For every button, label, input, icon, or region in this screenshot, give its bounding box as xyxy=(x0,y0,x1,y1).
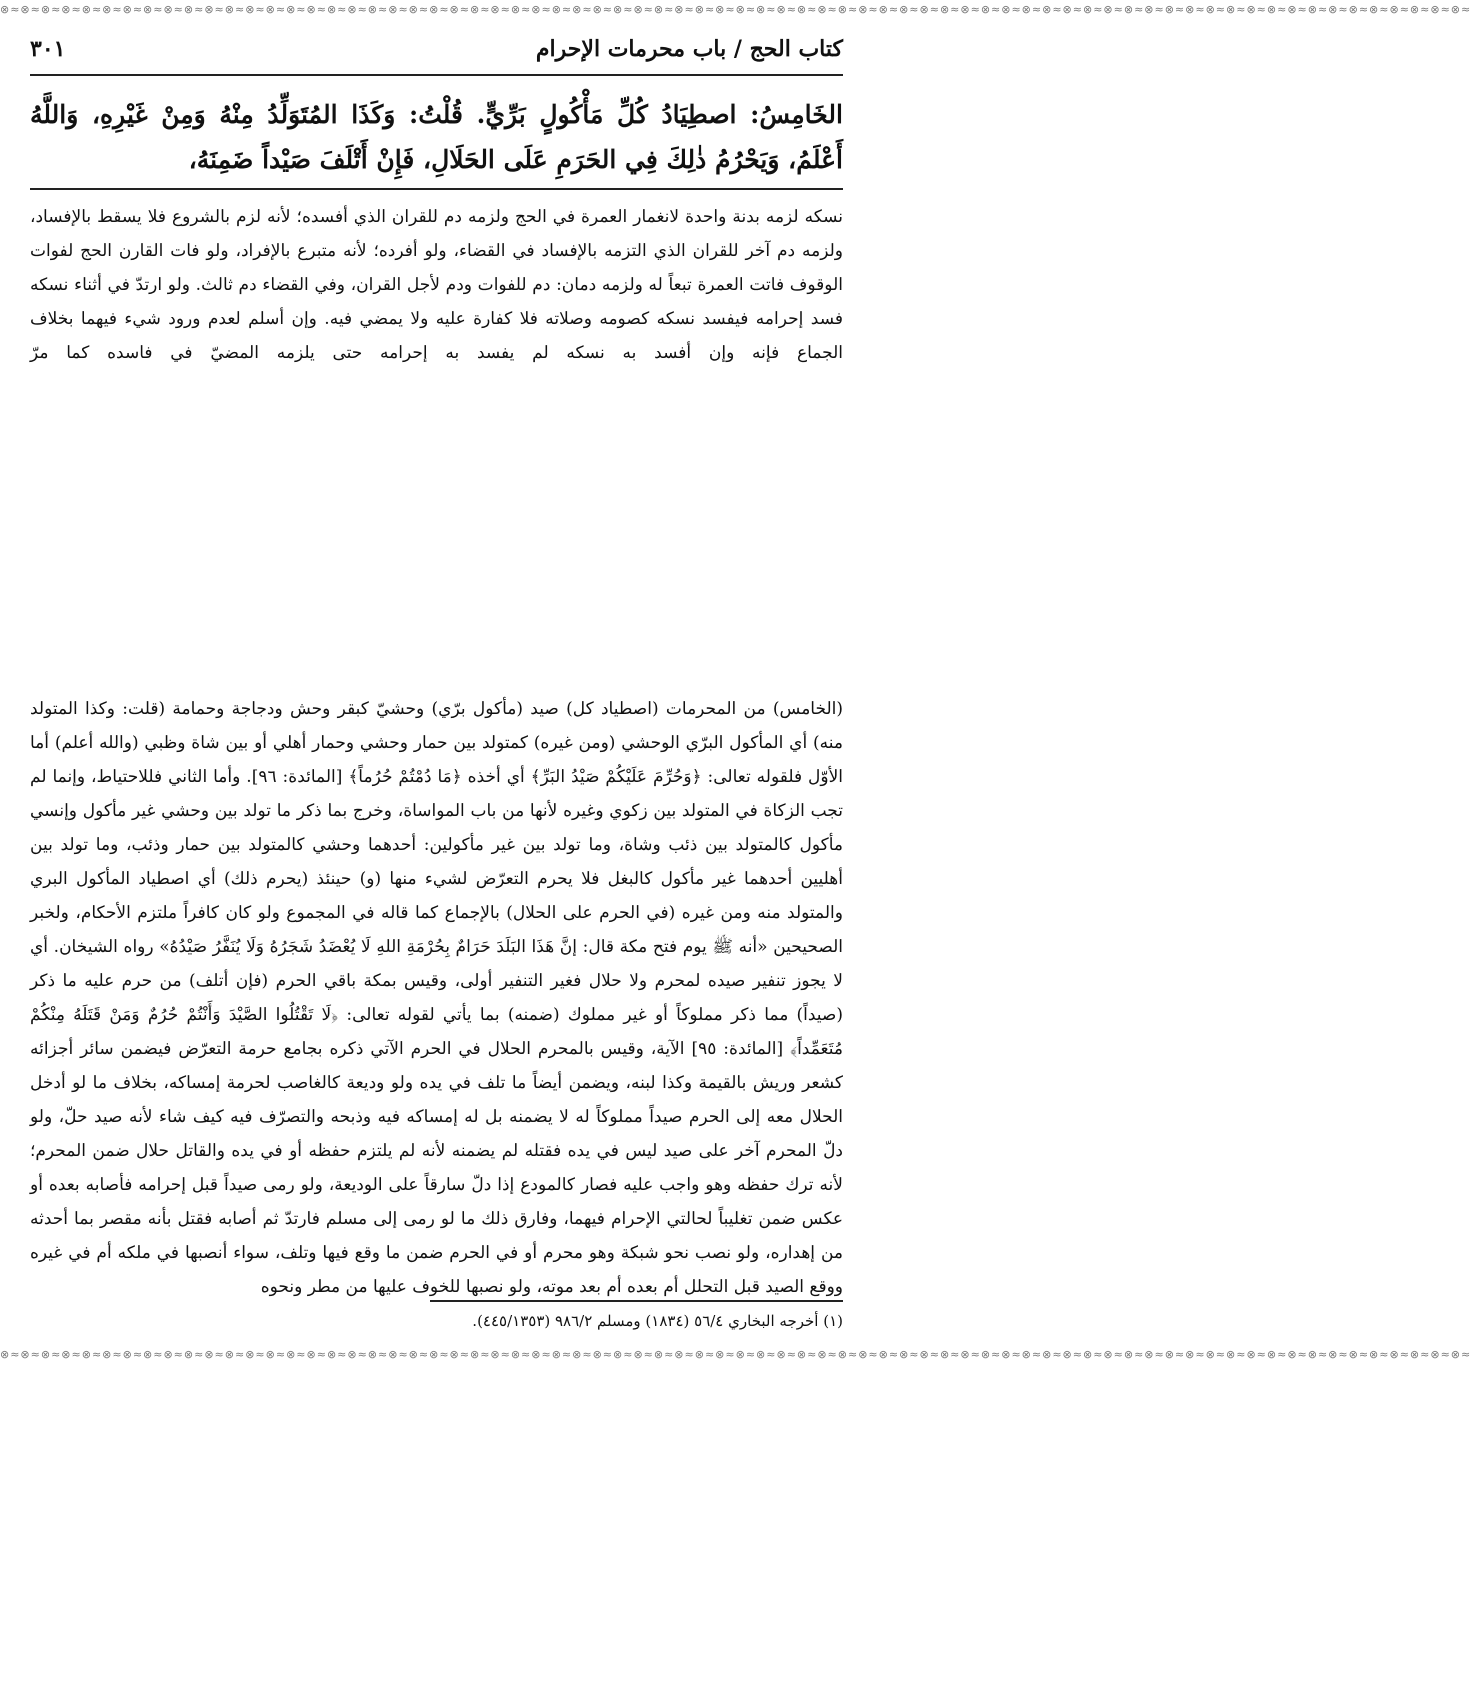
page-number: ٣٠١ xyxy=(30,36,66,62)
footnote: (١) أخرجه البخاري ٥٦/٤ (١٨٣٤) ومسلم ٩٨٦/٢ (٤٤٥/١٣٥٣). xyxy=(472,1312,843,1330)
top-ornament-border: ⊗≈⊗≈⊗≈⊗≈⊗≈⊗≈⊗≈⊗≈⊗≈⊗≈⊗≈⊗≈⊗≈⊗≈⊗≈⊗≈⊗≈⊗≈⊗≈⊗≈⊗≈⊗≈⊗≈⊗≈⊗≈⊗≈⊗≈⊗≈⊗≈⊗≈⊗≈⊗≈⊗≈⊗≈⊗≈⊗≈⊗≈⊗≈⊗≈⊗≈⊗≈⊗≈⊗≈⊗≈⊗≈⊗≈⊗≈⊗≈⊗≈⊗≈⊗≈⊗≈⊗≈⊗≈⊗≈⊗≈⊗≈⊗≈⊗≈⊗≈⊗≈⊗≈⊗≈⊗≈⊗≈⊗≈⊗≈⊗≈⊗≈⊗≈⊗≈⊗≈ xyxy=(0,3,1471,16)
main-text-divider xyxy=(30,188,843,190)
bottom-ornament-border: ⊗≈⊗≈⊗≈⊗≈⊗≈⊗≈⊗≈⊗≈⊗≈⊗≈⊗≈⊗≈⊗≈⊗≈⊗≈⊗≈⊗≈⊗≈⊗≈⊗≈⊗≈⊗≈⊗≈⊗≈⊗≈⊗≈⊗≈⊗≈⊗≈⊗≈⊗≈⊗≈⊗≈⊗≈⊗≈⊗≈⊗≈⊗≈⊗≈⊗≈⊗≈⊗≈⊗≈⊗≈⊗≈⊗≈⊗≈⊗≈⊗≈⊗≈⊗≈⊗≈⊗≈⊗≈⊗≈⊗≈⊗≈⊗≈⊗≈⊗≈⊗≈⊗≈⊗≈⊗≈⊗≈⊗≈⊗≈⊗≈⊗≈⊗≈⊗≈⊗≈ xyxy=(0,1348,1471,1361)
footnote-divider xyxy=(430,1300,843,1302)
commentary-paragraph-2: (الخامس) من المحرمات (اصطياد كل) صيد (مأكول برّي) وحشيّ كبقر وحش ودجاجة وحمامة (قلت: وكذا المتولد منه) أي المأكول البرّي الوحشي (ومن غيره) كمتولد بين حمار وحشي وحمار أهلي أو بين شاة وظبي (والله أعلم) أما الأوّل فلقوله تعالى: ﴿وَحُرِّمَ عَلَيْكُمْ صَيْدُ البَرِّ﴾ أي أخذه ﴿مَا دُمْتُمْ حُرُماً﴾ [المائدة: ٩٦]. وأما الثاني فللاحتياط، وإنما لم تجب الزكاة في المتولد بين زكوي وغيره لأنها من باب المواساة، وخرج بما ذكر ما تولد بين وحشي غير مأكول وإنسي مأكول كالمتولد بين ذئب وشاة، وما تولد بين غير مأكولين: أحدهما وحشي كالمتولد بين حمار وذئب، وما تولد بين أهليين أحدهما غير مأكول كالبغل فلا يحرم التعرّض لشيء منها (و) حينئذ (يحرم ذلك) أي اصطياد المأكول البري والمتولد منه ومن غيره (في الحرم على الحلال) بالإجماع كما قاله في المجموع ولو كان كافراً ملتزم الأحكام، ولخبر الصحيحين «أنه ﷺ يوم فتح مكة قال: إنَّ هَذَا البَلَدَ حَرَامٌ بِحُرْمَةِ اللهِ لَا يُعْضَدُ شَجَرُهُ وَلَا يُنَفَّرُ صَيْدُهُ» رواه الشيخان. أي لا يجوز تنفير صيده لمحرم ولا حلال فغير التنفير أولى، وقيس بمكة باقي الحرم (فإن أتلف) من حرم عليه ما ذكر (صيداً) مما ذكر مملوكاً أو غير مملوك (ضمنه) بما يأتي لقوله تعالى: ﴿لَا تَقْتُلُوا الصَّيْدَ وَأَنْتُمْ حُرُمٌ وَمَنْ قَتَلَهُ مِنْكُمْ مُتَعَمِّداً﴾ [المائدة: ٩٥] الآية، وقيس بالمحرم الحلال في الحرم الآتي ذكره بجامع حرمة التعرّض فيضمن سائر أجزائه كشعر وريش بالقيمة وكذا لبنه، ويضمن أيضاً ما تلف في يده ولو وديعة كالغاصب لحرمة إمساكه، بخلاف ما لو أدخل الحلال معه إلى الحرم صيداً مملوكاً له لا يضمنه بل له إمساكه فيه وذبحه والتصرّف فيه كيف شاء لأنه صيد حلّ، ولو دلّ المحرم آخر على صيد ليس في يده فقتله لم يضمنه لأنه لم يلتزم حفظه أو في يده والقاتل حلال ضمن المحرم؛ لأنه ترك حفظه وهو واجب عليه فصار كالمودع إذا دلّ سارقاً على الوديعة، ولو رمى صيداً قبل إحرامه فأصابه بعده أو عكس ضمن تغليباً لحالتي الإحرام فيهما، وفارق ذلك ما لو رمى إلى مسلم فارتدّ ثم أصابه فقتل بأنه مقصر بما أحدثه من إهداره، ولو نصب نحو شبكة وهو محرم أو في الحرم ضمن ما وقع فيها وتلف، سواء أنصبها في ملكه أم في غيره ووقع الصيد قبل التحلل أم بعده أم بعد موته، ولو نصبها للخوف عليها من مطر ونحوه xyxy=(30,699,844,1297)
commentary-paragraph-1: نسكه لزمه بدنة واحدة لانغمار العمرة في الحج ولزمه دم للقران الذي أفسده؛ لأنه لزم بالشروع فلا يسقط بالإفساد، ولزمه دم آخر للقران الذي التزمه بالإفساد في القضاء، ولو أفرده؛ لأنه متبرع بالإفراد، ولو فات القارن الحج لفوات الوقوف فاتت العمرة تبعاً له ولزمه دمان: دم للفوات ودم لأجل القران، وفي القضاء دم ثالث. ولو ارتدّ في أثناء نسكه فسد إحرامه فيفسد نسكه كصومه وصلاته فلا كفارة عليه ولا يمضي فيه. وإن أسلم لعدم ورود شيء فيهما بخلاف الجماع فإنه وإن أفسد به نسكه لم يفسد به إحرامه حتى يلزمه المضيّ في فاسده كما مرّ xyxy=(30,207,843,363)
running-header xyxy=(30,24,843,76)
chapter-title: كتاب الحج / باب محرمات الإحرام xyxy=(535,36,843,62)
main-text: الخَامِسُ: اصطِيَادُ كُلِّ مَأْكُولٍ بَرِّيٍّ. قُلْتُ: وَكَذَا المُتَوَلِّدُ مِنْهُ وَمِنْ غَيْرِهِ، وَاللَّهُ أَعْلَمُ، وَيَحْرُمُ ذٰلِكَ فِي الحَرَمِ عَلَى الحَلَالِ، فَإِنْ أَتْلَفَ صَيْداً ضَمِنَهُ، xyxy=(30,100,843,174)
